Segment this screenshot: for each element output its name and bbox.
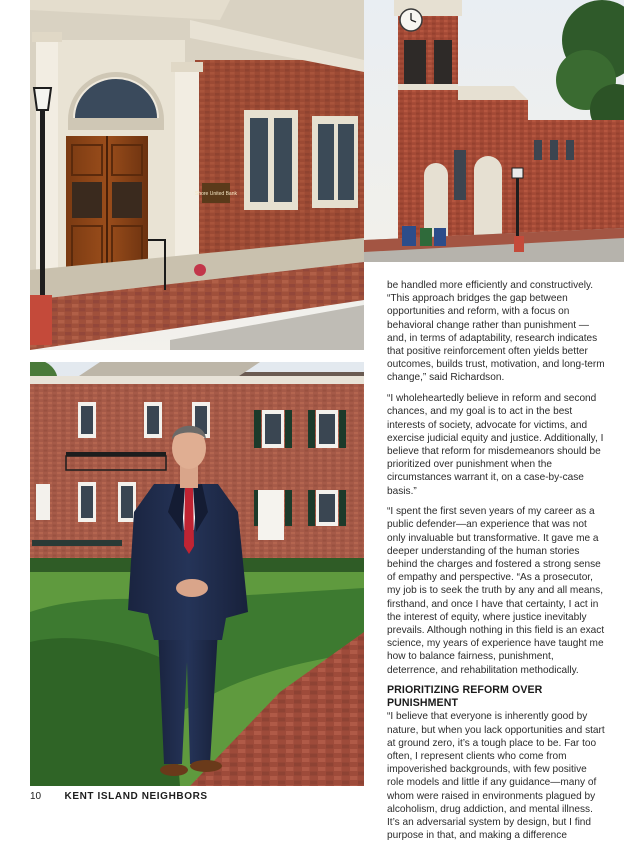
historic-building-image (30, 0, 364, 350)
page-footer (30, 791, 208, 802)
article-paragraph: “I believe that everyone is inherently good by nature, but when you lack opportunities and start at ground zero, it’s a tough place to be. Far too often, I represent clients who come from impoverished backgrounds, with few positive role models and little if any guidance—many of whom were raised in environments plagued by alcoholism, drug addiction, and mental illness. It’s an adversarial system by design, but I find purpose in that, and making a difference (387, 711, 605, 842)
publication-name: KENT ISLAND NEIGHBORS (64, 791, 208, 802)
portrait-photo (30, 362, 364, 786)
clock-tower-photo (364, 0, 624, 262)
article-column (387, 279, 605, 850)
bank-sign-text: Shore United Bank (195, 191, 237, 197)
article-paragraph: “I wholeheartedly believe in reform and second chances, and my goal is to act in the best interests of society, advocate for victims, and exercise judicial equity and justice. Additionally, I believe that reform for misdemeanors should be prioritized over punishment when the circumstances warrant it, on a case-by-case basis.” (387, 393, 604, 497)
man-in-suit-image (30, 362, 364, 786)
street-photo (30, 0, 364, 350)
article-paragraph: “I spent the first seven years of my career as a public defender—an experience that was not only invaluable but transformative. It gave me a deeper understanding of the human stories behind the charges and fostered a strong sense of empathy and perspective. “As a prosecutor, my job is to seek the truth by any and all means, firsthand, and once I have that certainty, I act in the interest of equity, where justice inevitably prevails. Although nothing in this field is an exact science, my years of experience have taught me how to balance fairness, punishment, deterrence, and rehabilitation methodically. (387, 506, 605, 676)
main-street-image (364, 0, 624, 262)
section-heading: PRIORITIZING REFORM OVER PUNISHMENT (387, 684, 543, 710)
article-paragraph: be handled more efficiently and constructively. “This approach bridges the gap between opportunities and reform, with a focus on behavioral change rather than punishment — and, in terms of adaptability, research indicates that positive reinforcement often yields better outcomes, builds trust, motivation, and long-term change,” said Richardson. (387, 280, 605, 384)
page-number: 10 (30, 791, 42, 802)
